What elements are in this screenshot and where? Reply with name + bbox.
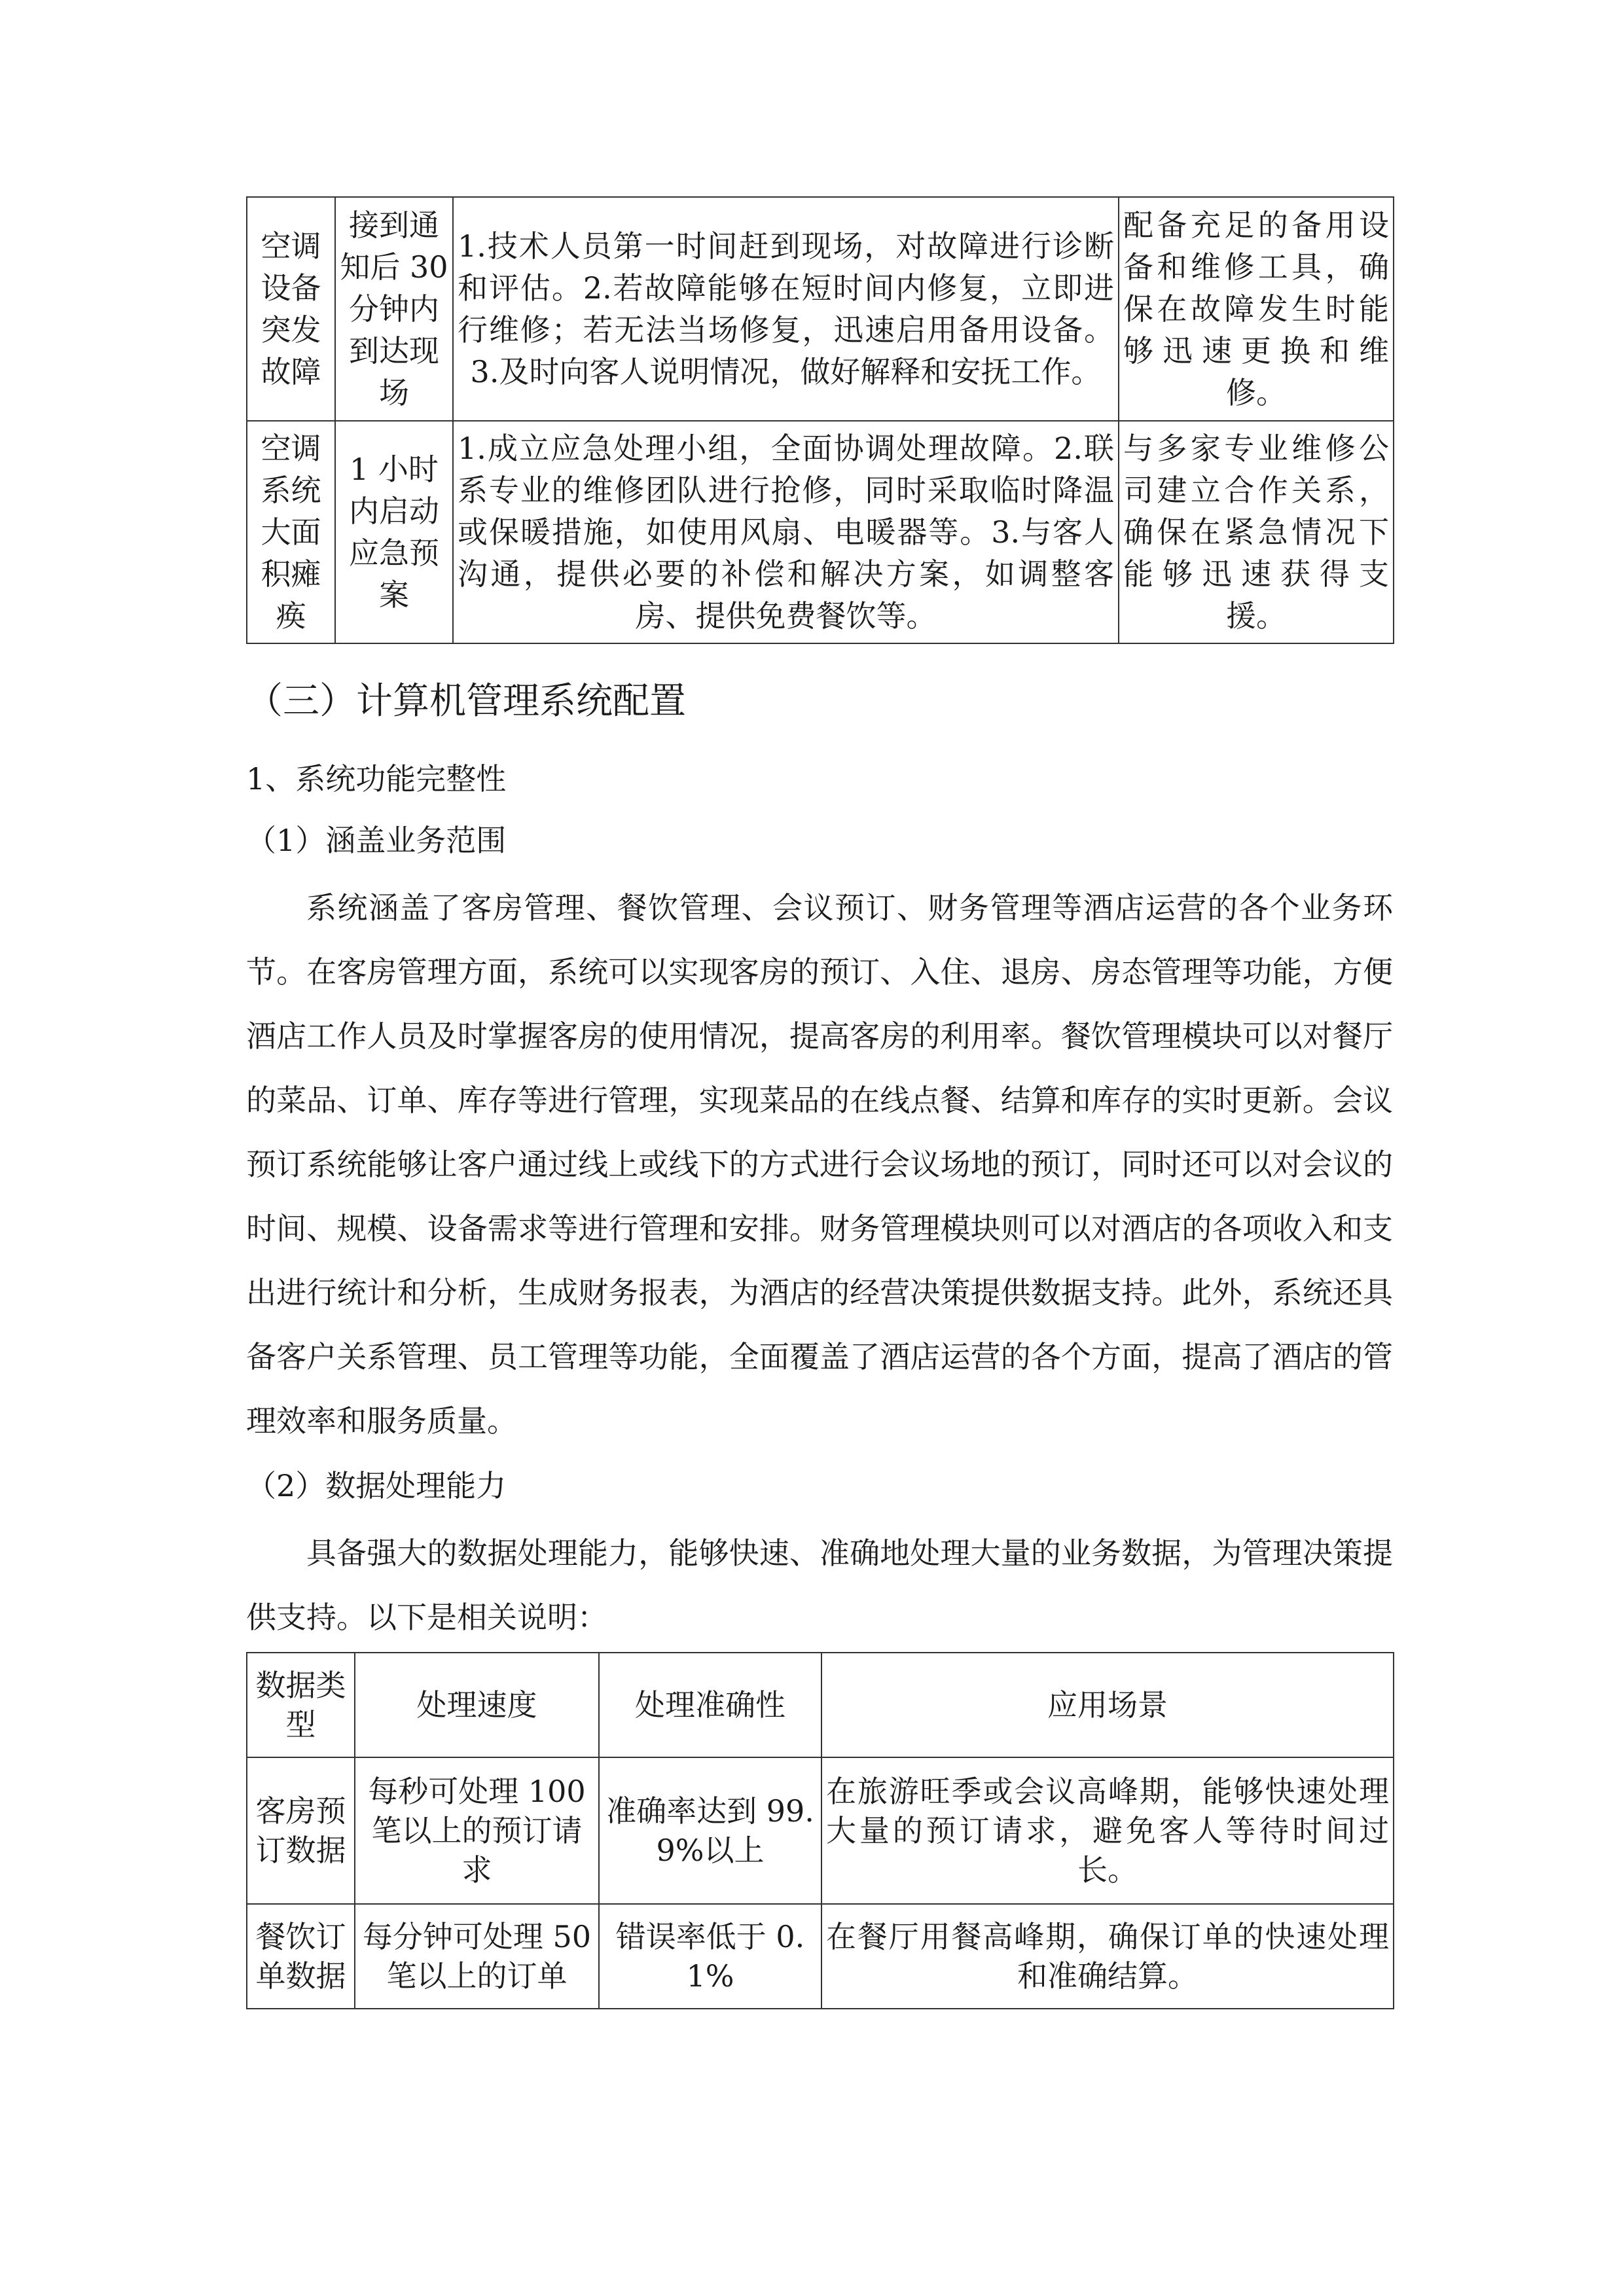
measures-cell: 1.成立应急处理小组，全面协调处理故障。2.联系专业的维修团队进行抢修，同时采取临时降温或保暖措施，如使用风扇、电暖器等。3.与客人沟通，提供必要的补偿和解决方案，如调整客房、提供免费餐饮等。 — [453, 421, 1119, 643]
accuracy-cell: 错误率低于 0.1% — [599, 1904, 821, 2009]
scenario-cell: 在餐厅用餐高峰期，确保订单的快速处理和准确结算。 — [821, 1904, 1394, 2009]
header-cell: 处理速度 — [355, 1653, 599, 1757]
subheading-business-scope: （1）涵盖业务范围 — [246, 823, 507, 858]
document-page — [246, 196, 1393, 2009]
speed-cell: 每分钟可处理 50 笔以上的订单 — [355, 1904, 599, 2009]
accuracy-cell: 准确率达到 99.9%以上 — [599, 1757, 821, 1904]
data-type-cell: 客房预订数据 — [247, 1757, 355, 1904]
section-heading: （三）计算机管理系统配置 — [246, 680, 686, 723]
speed-cell: 每秒可处理 100 笔以上的预订请求 — [355, 1757, 599, 1904]
subheading-level1: 1、系统功能完整性 — [246, 761, 507, 797]
paragraph-business-scope: 系统涵盖了客房管理、餐饮管理、会议预订、财务管理等酒店运营的各个业务环节。在客房管理方面，系统可以实现客房的预订、入住、退房、房态管理等功能，方便酒店工作人员及时掌握客房的使用情况，提高客房的利用率。餐饮管理模块可以对餐厅的菜品、订单、库存等进行管理，实现菜品的在线点餐、结算和库存的实时更新。会议预订系统能够让客户通过线上或线下的方式进行会议场地的预订，同时还可以对会议的时间、规模、设备需求等进行管理和安排。财务管理模块则可以对酒店的各项收入和支出进行统计和分析，生成财务报表，为酒店的经营决策提供数据支持。此外，系统还具备客户关系管理、员工管理等功能，全面覆盖了酒店运营的各个方面，提高了酒店的管理效率和服务质量。 — [246, 890, 1393, 1439]
response-time-cell: 1 小时内启动应急预案 — [335, 421, 453, 643]
scenario-cell: 在旅游旺季或会议高峰期，能够快速处理大量的预订请求，避免客人等待时间过长。 — [821, 1757, 1394, 1904]
header-cell: 数据类型 — [247, 1653, 355, 1757]
data-processing-table — [246, 1652, 1394, 2009]
table-row — [247, 1757, 1394, 1904]
table-header-row — [247, 1653, 1394, 1757]
support-cell: 配备充足的备用设备和维修工具，确保在故障发生时能够迅速更换和维修。 — [1119, 197, 1394, 421]
emergency-table — [246, 196, 1394, 644]
table-row — [247, 197, 1394, 421]
event-cell: 空调系统大面积瘫痪 — [247, 421, 335, 643]
header-cell: 应用场景 — [821, 1653, 1394, 1757]
measures-cell: 1.技术人员第一时间赶到现场，对故障进行诊断和评估。2.若故障能够在短时间内修复，立即进行维修；若无法当场修复，迅速启用备用设备。3.及时向客人说明情况，做好解释和安抚工作。 — [453, 197, 1119, 421]
event-cell: 空调设备突发故障 — [247, 197, 335, 421]
support-cell: 与多家专业维修公司建立合作关系，确保在紧急情况下能够迅速获得支援。 — [1119, 421, 1394, 643]
data-type-cell: 餐饮订单数据 — [247, 1904, 355, 2009]
table-row — [247, 1904, 1394, 2009]
table-row — [247, 421, 1394, 643]
header-cell: 处理准确性 — [599, 1653, 821, 1757]
response-time-cell: 接到通知后 30 分钟内到达现场 — [335, 197, 453, 421]
subheading-data-processing: （2）数据处理能力 — [246, 1468, 507, 1503]
paragraph-data-processing: 具备强大的数据处理能力，能够快速、准确地处理大量的业务数据，为管理决策提供支持。以下是相关说明： — [246, 1535, 1393, 1635]
